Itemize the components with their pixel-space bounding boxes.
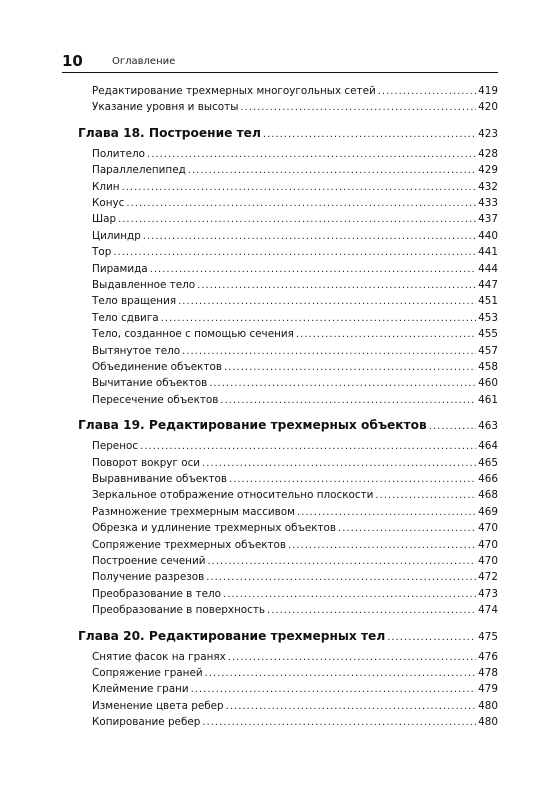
page-ref: 469: [478, 505, 498, 518]
leader-dots: [205, 667, 477, 681]
toc-entry: [92, 376, 498, 391]
leader-dots: [288, 539, 476, 553]
toc-entry: [92, 84, 498, 99]
entry-title: Пересечение объектов: [92, 393, 219, 406]
toc-entry: [92, 360, 498, 375]
toc-entry: [92, 505, 498, 520]
entry-title: Изменение цвета ребер: [92, 699, 224, 712]
leader-dots: [118, 213, 476, 227]
page-ref: 440: [478, 229, 498, 242]
page-ref: 429: [478, 164, 498, 177]
entry-title: Сопряжение граней: [92, 667, 203, 679]
entry-title: Параллелепипед: [92, 164, 186, 177]
page-ref: 461: [478, 393, 498, 406]
entry-title: Шар: [92, 213, 117, 226]
page-ref: 460: [478, 377, 498, 390]
entry-title: Преобразование в поверхность: [92, 604, 266, 617]
page-ref: 451: [478, 295, 498, 308]
leader-dots: [197, 279, 476, 293]
entry-title: Указание уровня и высоты: [92, 101, 239, 114]
page-header: [62, 52, 498, 73]
page-number: 10: [62, 52, 83, 70]
entry-title: Перенос: [92, 440, 139, 453]
leader-dots: [209, 377, 476, 391]
page-ref: 466: [478, 473, 498, 485]
toc-entry: [92, 554, 498, 569]
leader-dots: [296, 328, 476, 342]
page-ref: 474: [478, 604, 498, 617]
page-ref: 432: [478, 180, 498, 193]
toc-entry: [92, 229, 498, 244]
toc-entry: [92, 327, 498, 342]
entry-title: Редактирование трехмерных многоугольных сетей: [92, 85, 376, 97]
page-ref: 433: [478, 197, 498, 209]
page-ref: 475: [478, 630, 498, 643]
page-ref: 480: [478, 699, 498, 712]
page-ref: 478: [478, 667, 498, 679]
toc-entry: [92, 603, 498, 618]
entry-title: Цилиндр: [92, 229, 141, 242]
page-ref: 455: [478, 328, 498, 341]
entry-title: Политело: [92, 147, 146, 160]
entry-title: Зеркальное отображение относительно плоскости: [92, 489, 374, 502]
page-ref: 480: [478, 716, 498, 729]
toc-entry: [92, 245, 498, 260]
leader-dots: [140, 440, 476, 454]
leader-dots: [240, 101, 476, 115]
chapter-title: Глава 18. Построение тел: [78, 125, 261, 140]
leader-dots: [202, 716, 476, 730]
leader-dots: [263, 127, 476, 143]
leader-dots: [206, 571, 476, 585]
leader-dots: [191, 683, 477, 697]
leader-dots: [143, 230, 476, 244]
toc-entry: [92, 212, 498, 227]
leader-dots: [338, 522, 476, 536]
page-ref: 458: [478, 361, 498, 373]
leader-dots: [429, 419, 476, 435]
chapter-title: Глава 19. Редактирование трехмерных объектов: [78, 418, 427, 433]
toc-chapter: [78, 417, 498, 435]
toc-entry: [92, 163, 498, 178]
entry-title: Преобразование в тело: [92, 587, 222, 600]
toc-chapter: [78, 125, 498, 143]
leader-dots: [188, 164, 476, 178]
page-ref: 420: [478, 101, 498, 114]
toc-entry: [92, 344, 498, 359]
entry-title: Поворот вокруг оси: [92, 456, 201, 469]
leader-dots: [207, 555, 476, 569]
leader-dots: [178, 295, 476, 309]
page-ref: 447: [478, 279, 498, 291]
leader-dots: [150, 263, 476, 277]
entry-title: Снятие фасок на гранях: [92, 650, 226, 663]
toc-entry: [92, 715, 498, 730]
leader-dots: [378, 85, 476, 99]
entry-title: Объединение объектов: [92, 361, 222, 373]
toc-entry: [92, 538, 498, 553]
leader-dots: [122, 181, 477, 195]
entry-title: Клин: [92, 180, 120, 193]
leader-dots: [223, 588, 476, 602]
leader-dots: [229, 473, 476, 487]
toc-entry: [92, 570, 498, 585]
page-ref: 470: [478, 538, 498, 551]
leader-dots: [126, 197, 476, 211]
page-ref: 441: [478, 246, 498, 259]
leader-dots: [161, 312, 477, 326]
entry-title: Размножение трехмерным массивом: [92, 505, 296, 518]
page-ref: 473: [478, 587, 498, 600]
toc-entry: [92, 587, 498, 602]
leader-dots: [224, 361, 476, 375]
entry-title: Построение сечений: [92, 555, 206, 567]
page-ref: 457: [478, 344, 498, 357]
leader-dots: [202, 457, 476, 471]
toc-entry: [92, 521, 498, 536]
toc-chapter: [78, 628, 498, 646]
leader-dots: [228, 651, 476, 665]
page-ref: 470: [478, 555, 498, 567]
leader-dots: [226, 700, 477, 714]
leader-dots: [267, 604, 476, 618]
toc-entry: [92, 311, 498, 326]
toc-entry: [92, 488, 498, 503]
page-ref: 453: [478, 311, 498, 324]
leader-dots: [182, 345, 476, 359]
toc-entry: [92, 439, 498, 454]
toc-entry: [92, 262, 498, 277]
page-ref: 468: [478, 489, 498, 502]
page-ref: 428: [478, 147, 498, 160]
entry-title: Тело, созданное с помощью сечения: [92, 328, 294, 341]
entry-title: Сопряжение трехмерных объектов: [92, 538, 287, 551]
entry-title: Тело сдвига: [92, 311, 159, 324]
entry-title: Вытянутое тело: [92, 344, 181, 357]
leader-dots: [220, 394, 476, 408]
leader-dots: [297, 506, 476, 520]
running-head: Оглавление: [112, 56, 176, 67]
page-ref: 419: [478, 85, 498, 97]
page-ref: 463: [478, 420, 498, 433]
page-ref: 465: [478, 456, 498, 469]
toc-entry: [92, 180, 498, 195]
entry-title: Пирамида: [92, 262, 148, 275]
entry-title: Тор: [92, 246, 112, 259]
toc-entry: [92, 699, 498, 714]
page-ref: 479: [478, 683, 498, 696]
entry-title: Выравнивание объектов: [92, 473, 228, 485]
toc-entry: [92, 294, 498, 309]
leader-dots: [113, 246, 476, 260]
page-ref: 470: [478, 522, 498, 535]
toc-entry: [92, 456, 498, 471]
toc-entry: [92, 650, 498, 665]
entry-title: Конус: [92, 197, 125, 209]
entry-title: Получение разрезов: [92, 571, 205, 584]
toc-entry: [92, 147, 498, 162]
toc-entry: [92, 393, 498, 408]
entry-title: Тело вращения: [92, 295, 177, 308]
entry-title: Выдавленное тело: [92, 279, 196, 291]
entry-title: Вычитание объектов: [92, 377, 208, 390]
toc-entry: [92, 196, 498, 211]
leader-dots: [375, 489, 476, 503]
page-ref: 444: [478, 262, 498, 275]
toc-entry: [92, 666, 498, 681]
toc-entry: [92, 682, 498, 697]
page-ref: 476: [478, 650, 498, 663]
toc-entry: [92, 100, 498, 115]
entry-title: Клеймение грани: [92, 683, 189, 696]
chapter-title: Глава 20. Редактирование трехмерных тел: [78, 628, 386, 643]
page-ref: 423: [478, 127, 498, 140]
page-ref: 464: [478, 440, 498, 453]
leader-dots: [387, 630, 476, 646]
toc-entry: [92, 472, 498, 487]
toc-entry: [92, 278, 498, 293]
entry-title: Обрезка и удлинение трехмерных объектов: [92, 522, 337, 535]
page-ref: 437: [478, 213, 498, 226]
entry-title: Копирование ребер: [92, 716, 201, 729]
page-ref: 472: [478, 571, 498, 584]
leader-dots: [147, 148, 476, 162]
